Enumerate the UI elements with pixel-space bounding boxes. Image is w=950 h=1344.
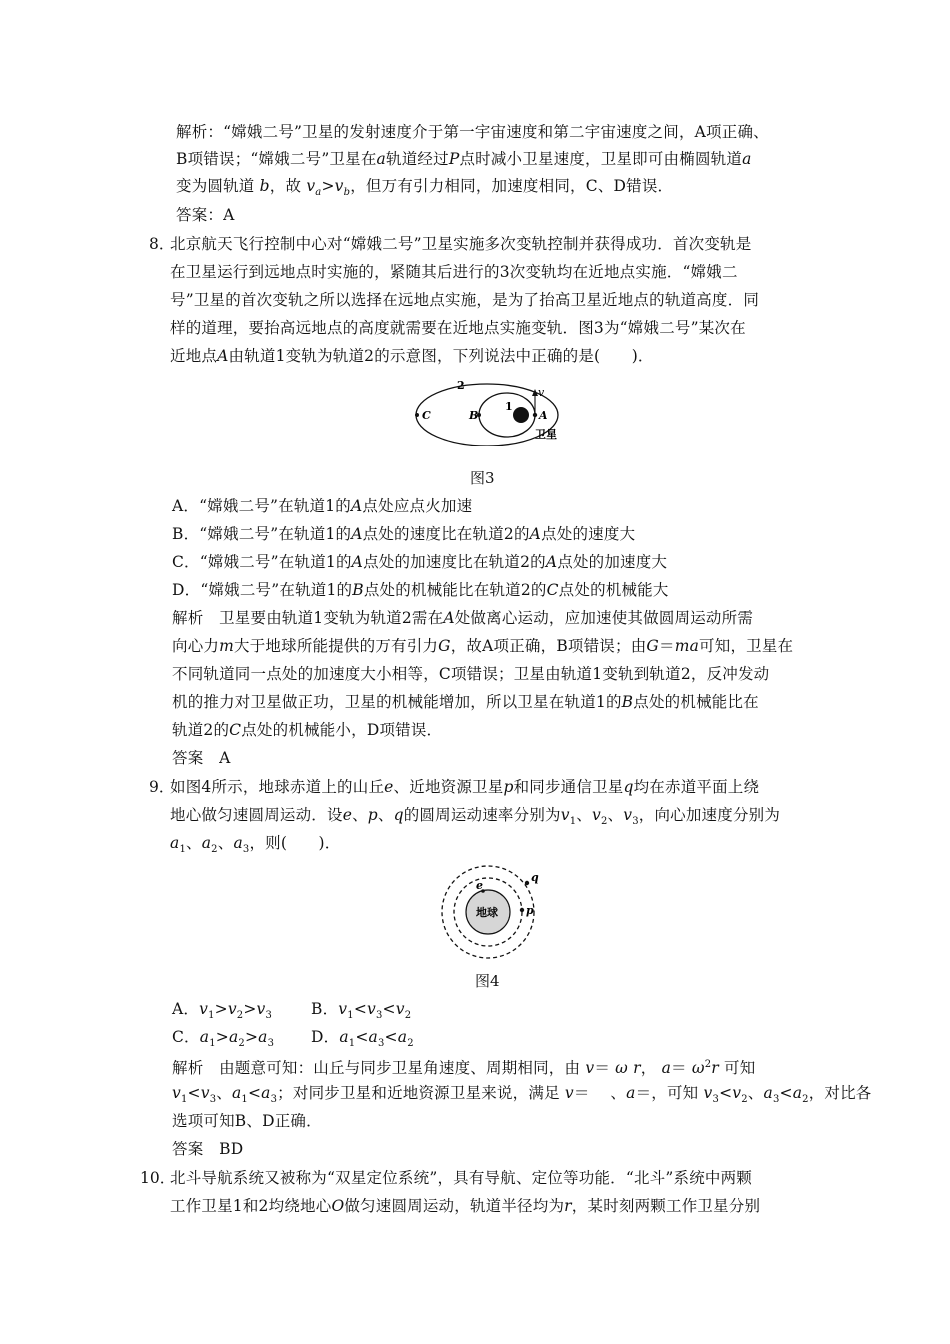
q8-option-D: D．“嫦娥二号”在轨道1的B点处的机械能比在轨道2的C点处的机械能大 — [172, 581, 669, 599]
q8-option-C: C．“嫦娥二号”在轨道1的A点处的加速度比在轨道2的A点处的加速度大 — [172, 553, 668, 571]
q9-number: 9． — [149, 778, 175, 796]
q9-stem-line1: 如图4所示，地球赤道上的山丘e、近地资源卫星p和同步通信卫星q均在赤道平面上绕 — [170, 778, 760, 796]
label-p: p — [526, 904, 534, 917]
q8-option-A: A．“嫦娥二号”在轨道1的A点处应点火加速 — [172, 497, 473, 515]
q8-stem-line5: 近地点A由轨道1变轨为轨道2的示意图，下列说法中正确的是( )． — [170, 347, 654, 365]
q8-number: 8． — [149, 235, 175, 253]
point-p-dot — [520, 908, 524, 912]
q7-answer: 答案：A — [176, 206, 235, 224]
q8-analysis-line2: 向心力m大于地球所能提供的万有引力G，故A项正确，B项错误；由G＝ma可知，卫星在 — [172, 637, 794, 655]
q9-option-C: C．$a_1>a_2>a_3$ — [172, 1028, 275, 1050]
label-satellite: 卫星 — [535, 428, 557, 441]
q8-stem-line2: 在卫星运行到远地点时实施的，紧随其后进行的3次变轨均在近地点实施．“嫦娥二 — [170, 263, 738, 281]
point-C-dot — [415, 413, 419, 417]
q9-stem-line3: $a_1$、$a_2$、$a_3$，则( )． — [170, 834, 341, 856]
q10-stem-line2: 工作卫星1和2均绕地心O做匀速圆周运动，轨道半径均为r，某时刻两颗工作卫星分别 — [170, 1197, 761, 1215]
earth-disc — [513, 407, 529, 423]
label-A: A — [539, 409, 548, 422]
q7-analysis-line3: 变为圆轨道 b，故 $v_a>v_b$，但万有引力相同，加速度相同，C、D错误． — [176, 177, 674, 199]
q8-answer: 答案 A — [172, 749, 231, 767]
q8-figure-caption: 图3 — [470, 469, 495, 487]
q9-orbit-diagram — [436, 862, 540, 962]
q7-analysis-line1: 解析：“嫦娥二号”卫星的发射速度介于第一宇宙速度和第二宇宙速度之间，A项正确、 — [176, 123, 769, 141]
q9-figure-caption: 图4 — [475, 972, 500, 990]
q8-orbit-diagram — [412, 372, 574, 446]
q9-analysis-line2: $v_1<v_3$、$a_1<a_3$；对同步卫星和近地资源卫星来说，满足 v＝ 、a＝，可知 $v_3<v_2$、$a_3<a_2$，对比各 — [172, 1084, 872, 1106]
q8-analysis-line5: 轨道2的C点处的机械能小，D项错误． — [172, 721, 443, 739]
label-C: C — [422, 409, 431, 422]
q8-stem-line1: 北京航天飞行控制中心对“嫦娥二号”卫星实施多次变轨控制并获得成功．首次变轨是 — [170, 235, 752, 253]
q10-number: 10． — [140, 1169, 176, 1187]
q8-analysis-line3: 不同轨道同一点处的加速度大小相等，C项错误；卫星由轨道1变轨到轨道2，反冲发动 — [172, 665, 770, 683]
label-v: v — [538, 386, 545, 399]
point-q-dot — [525, 881, 529, 885]
label-1: 1 — [505, 400, 513, 413]
q8-stem-line3: 号”卫星的首次变轨之所以选择在远地点实施，是为了抬高卫星近地点的轨道高度．同 — [170, 291, 760, 309]
q9-option-B: B．$v_1<v_3<v_2$ — [311, 1000, 412, 1022]
q9-analysis-line1: 解析 由题意可知：山丘与同步卫星角速度、周期相同，由 v＝ ω r， $a= \omega^2r$ 可知 — [172, 1059, 756, 1078]
label-2: 2 — [457, 379, 465, 392]
q9-answer: 答案 BD — [172, 1140, 244, 1158]
q8-analysis-line4: 机的推力对卫星做正功，卫星的机械能增加，所以卫星在轨道1的B点处的机械能比在 — [172, 693, 759, 711]
earth-label: 地球 — [476, 906, 498, 919]
q8-stem-line4: 样的道理，要抬高远地点的高度就需要在近地点实施变轨．图3为“嫦娥二号”某次在 — [170, 319, 746, 337]
q9-option-D: D．$a_1<a_3<a_2$ — [311, 1028, 414, 1050]
q9-stem-line2: 地心做匀速圆周运动．设e、p、q的圆周运动速率分别为$v_1$、$v_2$、$v_3$，向心加速度分别为 — [170, 806, 781, 828]
label-q: q — [531, 871, 539, 884]
q9-option-A: A．$v_1>v_2>v_3$ — [172, 1000, 273, 1022]
q8-analysis-line1: 解析 卫星要由轨道1变轨为轨道2需在A处做离心运动，应加速使其做圆周运动所需 — [172, 609, 754, 627]
label-e: e — [476, 879, 483, 892]
q10-stem-line1: 北斗导航系统又被称为“双星定位系统”，具有导航、定位等功能．“北斗”系统中两颗 — [170, 1169, 752, 1187]
q8-option-B: B．“嫦娥二号”在轨道1的A点处的速度比在轨道2的A点处的速度大 — [172, 525, 636, 543]
q7-analysis-line2: B项错误；“嫦娥二号”卫星在a轨道经过P点时减小卫星速度，卫星即可由椭圆轨道a — [176, 150, 752, 168]
label-B: B — [469, 409, 479, 422]
q9-analysis-line3: 选项可知B、D正确． — [172, 1112, 322, 1130]
